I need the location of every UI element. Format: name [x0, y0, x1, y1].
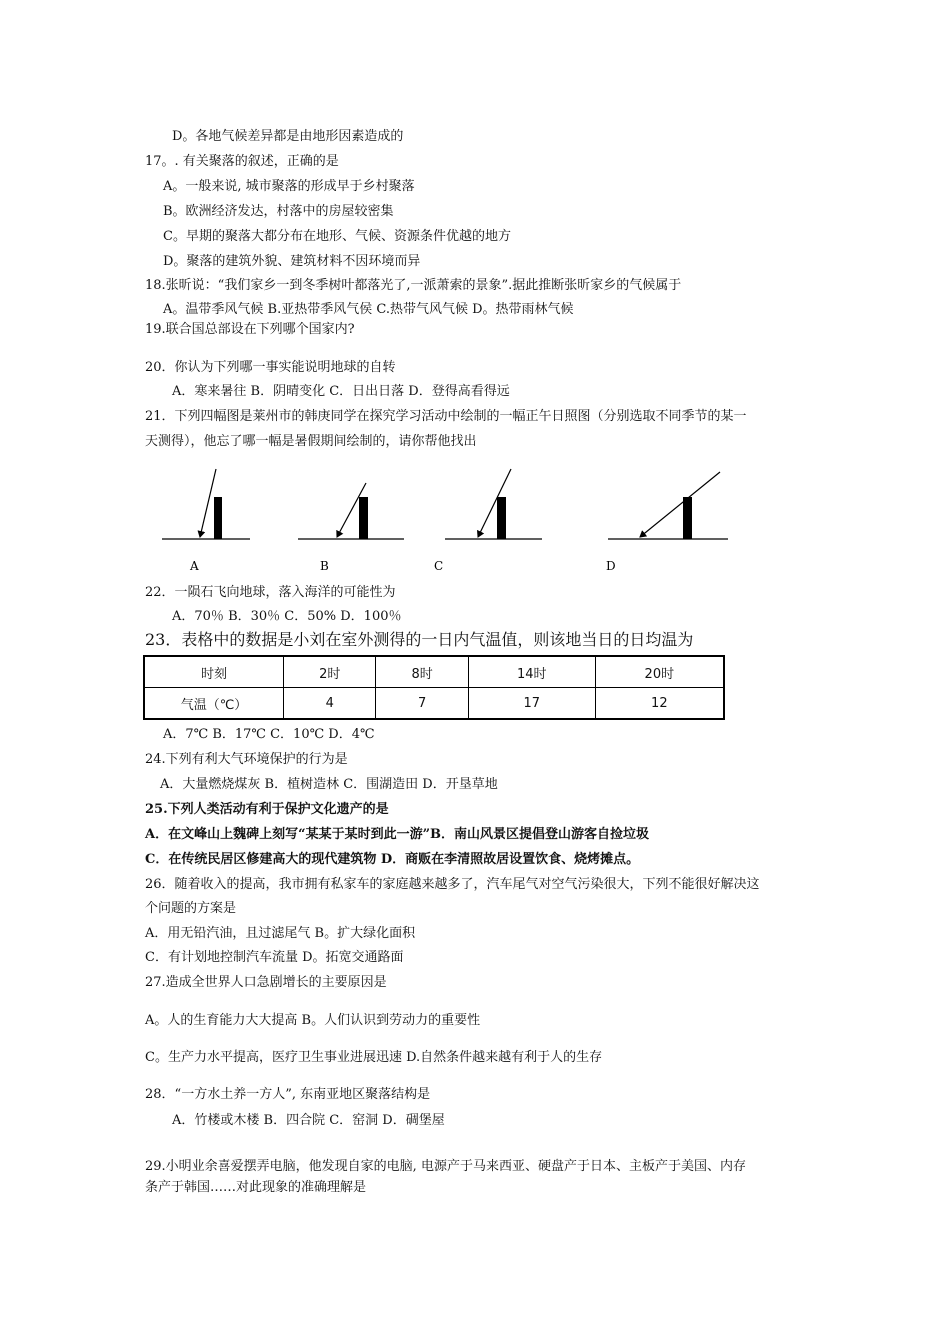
- q20-options: A．寒来暑往 B．阴晴变化 C．日出日落 D．登得高看得远: [172, 384, 510, 399]
- table-cell: 12: [595, 688, 724, 720]
- temperature-table: [143, 655, 725, 720]
- table-cell: 17: [468, 688, 595, 720]
- diagram-label-a: A: [190, 559, 199, 573]
- diagram-label-c: C: [434, 559, 444, 573]
- table-cell: 2时: [284, 656, 376, 688]
- q17-option-a: A。一般来说, 城市聚落的形成早于乡村聚落: [163, 179, 415, 194]
- q26-options-cd: C．有计划地控制汽车流量 D。拓宽交通路面: [145, 950, 404, 965]
- diagram-label-d: D: [606, 559, 616, 573]
- q26-stem-line2: 个问题的方案是: [145, 901, 237, 916]
- q18-options: A。温带季风气候 B.亚热带季风气侯 C.热带气风气候 D。热带雨林气候: [163, 302, 574, 317]
- diagram-b: [298, 483, 404, 539]
- q26-stem-line1: 26．随着收入的提高，我市拥有私家车的家庭越来越多了，汽车尾气对空气污染很大，下列不能很好解决这: [145, 877, 760, 892]
- table-cell: 20时: [595, 656, 724, 688]
- diagram-d: [608, 472, 728, 539]
- table-cell: 7: [376, 688, 468, 720]
- q17-option-b: B。欧洲经济发达，村落中的房屋较密集: [163, 204, 394, 219]
- q24-stem: 24.下列有利大气环境保护的行为是: [145, 752, 348, 767]
- q22-stem: 22．一陨石飞向地球，落入海洋的可能性为: [145, 585, 396, 600]
- q20-stem: 20．你认为下列哪一事实能说明地球的自转: [145, 360, 396, 375]
- q29-stem-line2: 条产于韩国……对此现象的准确理解是: [145, 1180, 367, 1195]
- table-cell: 4: [284, 688, 376, 720]
- table-cell: 8时: [376, 656, 468, 688]
- q17-option-d: D。聚落的建筑外貌、建筑材料不因环境而异: [163, 254, 421, 269]
- q17-stem: 17。. 有关聚落的叙述，正确的是: [145, 154, 339, 169]
- q21-stem-line1: 21．下列四幅图是莱州市的韩庚同学在探究学习活动中绘制的一幅正午日照图（分别选取不同季节的某一: [145, 409, 747, 424]
- q16-option-d: D。各地气候差异都是由地形因素造成的: [172, 129, 404, 144]
- noon-sunlight-diagrams: [150, 460, 750, 580]
- diagram-c: [445, 469, 542, 539]
- table-row: [144, 688, 724, 720]
- q19-stem: 19.联合国总部设在下列哪个国家内?: [145, 322, 355, 337]
- q27-stem: 27.造成全世界人口急剧增长的主要原因是: [145, 975, 387, 990]
- q21-stem-line2: 天测得），他忘了哪一幅是暑假期间绘制的，请你帮他找出: [145, 434, 477, 449]
- q27-options-cd: C。生产力水平提高，医疗卫生事业进展迅速 D.自然条件越来越有利于人的生存: [145, 1050, 603, 1065]
- q22-options: A．70％ B．30％ C．50% D．100％: [172, 609, 402, 624]
- q23-stem: 23．表格中的数据是小刘在室外测得的一日内气温值，则该地当日的日均温为: [145, 630, 694, 649]
- diagram-a: [162, 469, 250, 539]
- q29-stem-line1: 29.小明业余喜爱摆弄电脑，他发现自家的电脑, 电源产于马来西亚、硬盘产于日本、主板产于美国、内存: [145, 1159, 746, 1174]
- q24-options: A．大量燃烧煤灰 B．植树造林 C．围湖造田 D．开垦草地: [160, 777, 498, 792]
- q25-stem: 25.下列人类活动有利于保护文化遗产的是: [145, 802, 389, 817]
- q25-options-cd: C．在传统民居区修建高大的现代建筑物 D．商贩在李清照故居设置饮食、烧烤摊点。: [145, 852, 640, 867]
- table-cell: 气温（℃）: [144, 688, 284, 720]
- q27-options-ab: A。人的生育能力大大提高 B。人们认识到劳动力的重要性: [145, 1013, 481, 1028]
- q28-stem: 28．“一方水土养一方人”, 东南亚地区聚落结构是: [145, 1087, 431, 1102]
- table-header-row: [144, 656, 724, 688]
- q17-option-c: C。早期的聚落大都分布在地形、气候、资源条件优越的地方: [163, 229, 511, 244]
- q28-options: A．竹楼或木楼 B．四合院 C．窑洞 D．碉堡屋: [172, 1113, 445, 1128]
- q25-options-ab: A．在文峰山上魏碑上刻写“某某于某时到此一游”B．南山风景区提倡登山游客自捡垃圾: [145, 827, 650, 842]
- table-cell: 14时: [468, 656, 595, 688]
- diagram-label-b: B: [320, 559, 329, 573]
- q23-options: A．7℃ B．17℃ C．10℃ D．4℃: [163, 727, 375, 742]
- table-cell: 时刻: [144, 656, 284, 688]
- q18-stem: 18.张昕说：“我们家乡一到冬季树叶都落光了,一派萧索的景象”.据此推断张昕家乡的气候属于: [145, 278, 682, 293]
- q26-options-ab: A．用无铅汽油，且过滤尾气 B。扩大绿化面积: [145, 926, 416, 941]
